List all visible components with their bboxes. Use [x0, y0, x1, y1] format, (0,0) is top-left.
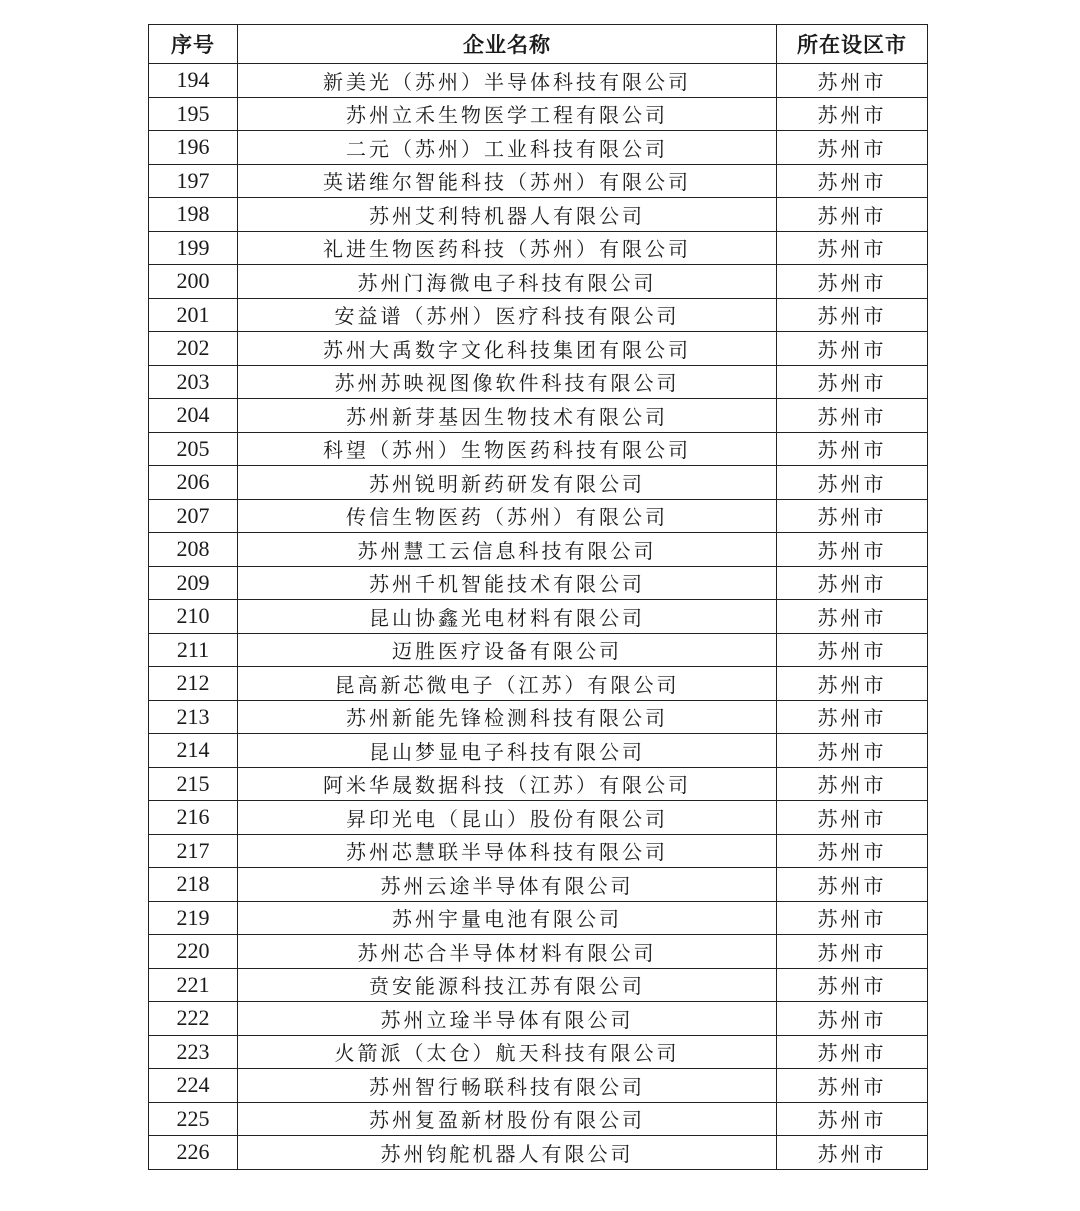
cell-city: 苏州市: [777, 399, 928, 433]
cell-city: 苏州市: [777, 734, 928, 768]
cell-serial-number: 205: [149, 432, 238, 466]
cell-serial-number: 211: [149, 633, 238, 667]
table-row: [149, 164, 928, 198]
table-row: [149, 1102, 928, 1136]
cell-city: 苏州市: [777, 131, 928, 165]
cell-serial-number: 218: [149, 868, 238, 902]
table-row: [149, 432, 928, 466]
cell-company-name: 苏州钧舵机器人有限公司: [238, 1136, 777, 1170]
cell-company-name: 昆高新芯微电子（江苏）有限公司: [238, 667, 777, 701]
table-row: [149, 332, 928, 366]
cell-serial-number: 222: [149, 1002, 238, 1036]
cell-serial-number: 215: [149, 767, 238, 801]
header-serial-number: 序号: [149, 25, 238, 64]
table-row: [149, 801, 928, 835]
table-row: [149, 131, 928, 165]
table-row: [149, 64, 928, 98]
cell-company-name: 迈胜医疗设备有限公司: [238, 633, 777, 667]
table-row: [149, 935, 928, 969]
cell-city: 苏州市: [777, 298, 928, 332]
table-row: [149, 1035, 928, 1069]
cell-city: 苏州市: [777, 700, 928, 734]
cell-company-name: 火箭派（太仓）航天科技有限公司: [238, 1035, 777, 1069]
cell-city: 苏州市: [777, 801, 928, 835]
cell-city: 苏州市: [777, 1069, 928, 1103]
table-row: [149, 700, 928, 734]
table-header-row: [149, 25, 928, 64]
cell-city: 苏州市: [777, 901, 928, 935]
table-row: [149, 265, 928, 299]
cell-company-name: 苏州宇量电池有限公司: [238, 901, 777, 935]
cell-serial-number: 198: [149, 198, 238, 232]
table-row: [149, 1136, 928, 1170]
cell-company-name: 传信生物医药（苏州）有限公司: [238, 499, 777, 533]
cell-city: 苏州市: [777, 1035, 928, 1069]
table-row: [149, 533, 928, 567]
cell-company-name: 苏州千机智能技术有限公司: [238, 566, 777, 600]
cell-company-name: 苏州新能先锋检测科技有限公司: [238, 700, 777, 734]
cell-company-name: 苏州云途半导体有限公司: [238, 868, 777, 902]
cell-company-name: 科望（苏州）生物医药科技有限公司: [238, 432, 777, 466]
table-row: [149, 600, 928, 634]
cell-city: 苏州市: [777, 265, 928, 299]
table-row: [149, 198, 928, 232]
cell-serial-number: 209: [149, 566, 238, 600]
table-row: [149, 834, 928, 868]
cell-company-name: 苏州艾利特机器人有限公司: [238, 198, 777, 232]
table-row: [149, 1069, 928, 1103]
cell-city: 苏州市: [777, 834, 928, 868]
cell-company-name: 苏州门海微电子科技有限公司: [238, 265, 777, 299]
table-row: [149, 767, 928, 801]
cell-city: 苏州市: [777, 231, 928, 265]
cell-serial-number: 201: [149, 298, 238, 332]
cell-city: 苏州市: [777, 767, 928, 801]
cell-serial-number: 208: [149, 533, 238, 567]
cell-company-name: 新美光（苏州）半导体科技有限公司: [238, 64, 777, 98]
cell-serial-number: 199: [149, 231, 238, 265]
cell-company-name: 苏州锐明新药研发有限公司: [238, 466, 777, 500]
table-row: [149, 298, 928, 332]
table-row: [149, 734, 928, 768]
enterprise-table: [148, 24, 928, 1170]
cell-city: 苏州市: [777, 432, 928, 466]
cell-city: 苏州市: [777, 499, 928, 533]
cell-serial-number: 196: [149, 131, 238, 165]
cell-city: 苏州市: [777, 533, 928, 567]
cell-serial-number: 194: [149, 64, 238, 98]
table-body: [149, 64, 928, 1170]
cell-city: 苏州市: [777, 198, 928, 232]
table-row: [149, 466, 928, 500]
cell-company-name: 阿米华晟数据科技（江苏）有限公司: [238, 767, 777, 801]
cell-city: 苏州市: [777, 1136, 928, 1170]
table-row: [149, 566, 928, 600]
cell-company-name: 贲安能源科技江苏有限公司: [238, 968, 777, 1002]
cell-serial-number: 202: [149, 332, 238, 366]
cell-company-name: 英诺维尔智能科技（苏州）有限公司: [238, 164, 777, 198]
table-row: [149, 365, 928, 399]
header-company-name: 企业名称: [238, 25, 777, 64]
cell-city: 苏州市: [777, 332, 928, 366]
cell-city: 苏州市: [777, 868, 928, 902]
cell-company-name: 苏州大禹数字文化科技集团有限公司: [238, 332, 777, 366]
cell-serial-number: 212: [149, 667, 238, 701]
cell-city: 苏州市: [777, 1002, 928, 1036]
table-row: [149, 1002, 928, 1036]
cell-serial-number: 224: [149, 1069, 238, 1103]
cell-serial-number: 219: [149, 901, 238, 935]
cell-company-name: 苏州立琻半导体有限公司: [238, 1002, 777, 1036]
cell-company-name: 安益谱（苏州）医疗科技有限公司: [238, 298, 777, 332]
cell-company-name: 礼进生物医药科技（苏州）有限公司: [238, 231, 777, 265]
table-row: [149, 667, 928, 701]
cell-city: 苏州市: [777, 164, 928, 198]
cell-serial-number: 221: [149, 968, 238, 1002]
table-row: [149, 97, 928, 131]
cell-city: 苏州市: [777, 466, 928, 500]
cell-city: 苏州市: [777, 935, 928, 969]
cell-serial-number: 200: [149, 265, 238, 299]
cell-city: 苏州市: [777, 633, 928, 667]
table-row: [149, 399, 928, 433]
cell-serial-number: 195: [149, 97, 238, 131]
cell-city: 苏州市: [777, 667, 928, 701]
cell-serial-number: 220: [149, 935, 238, 969]
cell-company-name: 苏州苏映视图像软件科技有限公司: [238, 365, 777, 399]
header-city: 所在设区市: [777, 25, 928, 64]
cell-serial-number: 213: [149, 700, 238, 734]
cell-company-name: 苏州智行畅联科技有限公司: [238, 1069, 777, 1103]
cell-city: 苏州市: [777, 365, 928, 399]
cell-company-name: 昇印光电（昆山）股份有限公司: [238, 801, 777, 835]
cell-company-name: 苏州复盈新材股份有限公司: [238, 1102, 777, 1136]
cell-serial-number: 225: [149, 1102, 238, 1136]
cell-city: 苏州市: [777, 1102, 928, 1136]
cell-company-name: 昆山协鑫光电材料有限公司: [238, 600, 777, 634]
cell-company-name: 二元（苏州）工业科技有限公司: [238, 131, 777, 165]
cell-serial-number: 197: [149, 164, 238, 198]
cell-serial-number: 217: [149, 834, 238, 868]
cell-city: 苏州市: [777, 566, 928, 600]
table-row: [149, 868, 928, 902]
cell-city: 苏州市: [777, 600, 928, 634]
cell-serial-number: 223: [149, 1035, 238, 1069]
cell-serial-number: 203: [149, 365, 238, 399]
cell-serial-number: 206: [149, 466, 238, 500]
table-row: [149, 968, 928, 1002]
cell-company-name: 苏州立禾生物医学工程有限公司: [238, 97, 777, 131]
cell-serial-number: 214: [149, 734, 238, 768]
cell-city: 苏州市: [777, 97, 928, 131]
table-row: [149, 901, 928, 935]
cell-city: 苏州市: [777, 968, 928, 1002]
cell-serial-number: 204: [149, 399, 238, 433]
cell-company-name: 苏州芯慧联半导体科技有限公司: [238, 834, 777, 868]
cell-company-name: 苏州新芽基因生物技术有限公司: [238, 399, 777, 433]
cell-company-name: 苏州芯合半导体材料有限公司: [238, 935, 777, 969]
table-row: [149, 231, 928, 265]
cell-serial-number: 226: [149, 1136, 238, 1170]
cell-serial-number: 210: [149, 600, 238, 634]
table-row: [149, 633, 928, 667]
cell-serial-number: 207: [149, 499, 238, 533]
enterprise-table-container: [148, 24, 927, 1170]
cell-company-name: 昆山梦显电子科技有限公司: [238, 734, 777, 768]
cell-company-name: 苏州慧工云信息科技有限公司: [238, 533, 777, 567]
table-row: [149, 499, 928, 533]
cell-serial-number: 216: [149, 801, 238, 835]
cell-city: 苏州市: [777, 64, 928, 98]
